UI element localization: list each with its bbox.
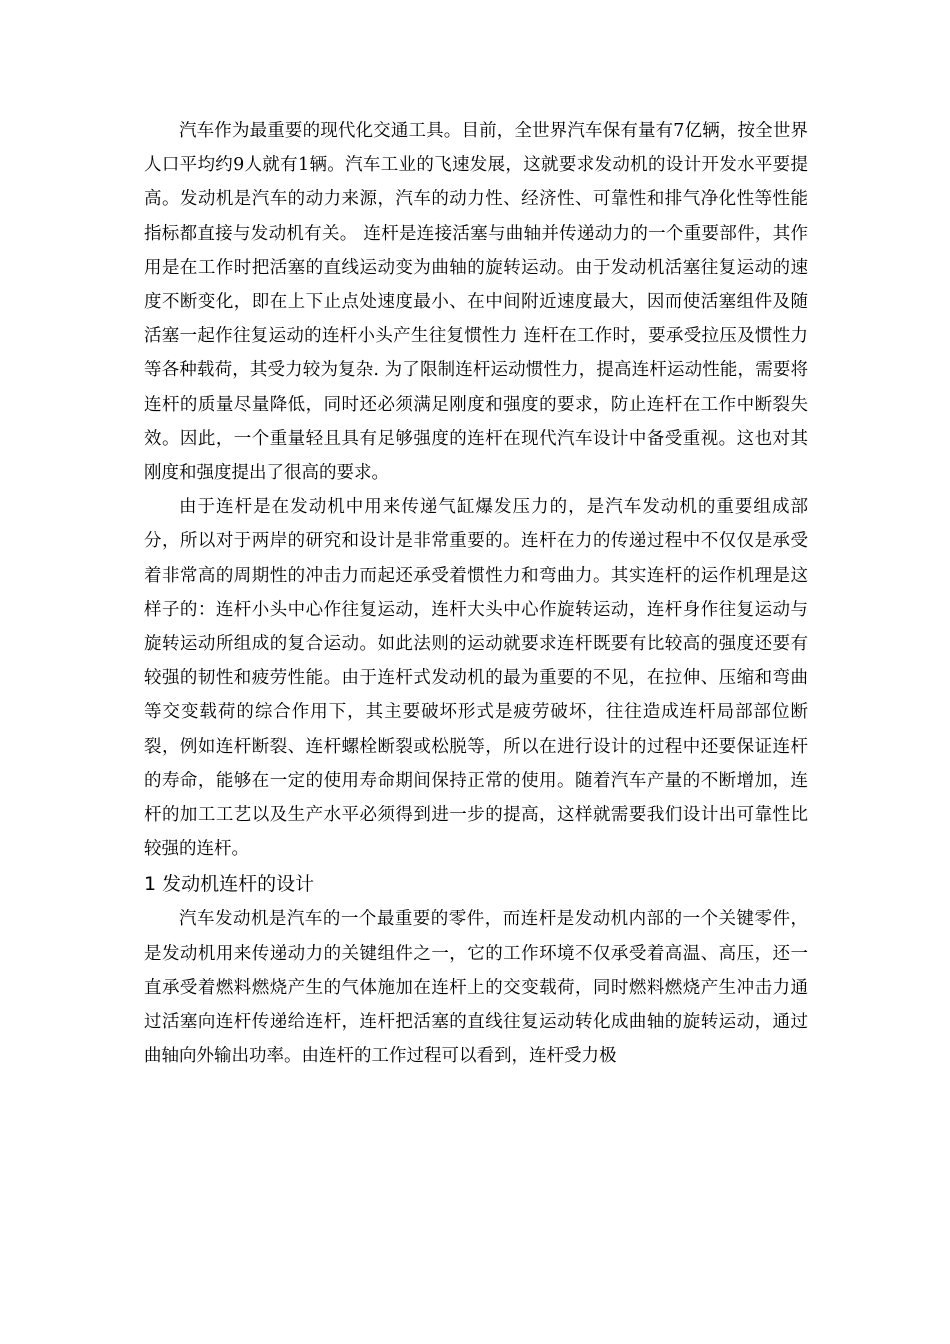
document-body — [144, 114, 808, 1073]
paragraph-connecting-rod-function: 由于连杆是在发动机中用来传递气缸爆发压力的，是汽车发动机的重要组成部分，所以对于两岸的研究和设计是非常重要的。连杆在力的传递过程中不仅仅是承受着非常高的周期性的冲击力而起还承受着惯性力和弯曲力。其实连杆的运作机理是这样子的：连杆小头中心作往复运动，连杆大头中心作旋转运动，连杆身作往复运动与旋转运动所组成的复合运动。如此法则的运动就要求连杆既要有比较高的强度还要有较强的韧性和疲劳性能。由于连杆式发动机的最为重要的不见，在拉伸、压缩和弯曲等交变载荷的综合作用下，其主要破坏形式是疲劳破坏，往往造成连杆局部部位断裂，例如连杆断裂、连杆螺栓断裂或松脱等，所以在进行设计的过程中还要保证连杆的寿命，能够在一定的使用寿命期间保持正常的使用。随着汽车产量的不断增加，连杆的加工工艺以及生产水平必须得到进一步的提高，这样就需要我们设计出可靠性比较强的连杆。 — [144, 497, 808, 860]
paragraph-section-body: 汽车发动机是汽车的一个最重要的零件，而连杆是发动机内部的一个关键零件，是发动机用来传递动力的关键组件之一，它的工作环境不仅承受着高温、高压，还一直承受着燃料燃烧产生的气体施加在连杆上的交变载荷，同时燃料燃烧产生冲击力通过活塞向连杆传递给连杆，连杆把活塞的直线往复运动转化成曲轴的旋转运动，通过曲轴向外输出功率。由连杆的工作过程可以看到，连杆受力极 — [144, 909, 808, 1067]
paragraph-intro: 汽车作为最重要的现代化交通工具。目前，全世界汽车保有量有7亿辆，按全世界人口平均约9人就有1辆。汽车工业的飞速发展，这就要求发动机的设计开发水平要提高。发动机是汽车的动力来源，汽车的动力性、经济性、可靠性和排气净化性等性能指标都直接与发动机有关。 连杆是连接活塞与曲轴并传递动力的一个重要部件，其作用是在工作时把活塞的直线运动变为曲轴的旋转运动。由于发动机活塞往复运动的速度不断变化，即在上下止点处速度最小、在中间附近速度最大，因而使活塞组件及随活塞一起作往复运动的连杆小头产生往复惯性力 连杆在工作时，要承受拉压及惯性力等各种载荷，其受力较为复杂. 为了限制连杆运动惯性力，提高连杆运动性能，需要将连杆的质量尽量降低，同时还必须满足刚度和强度的要求，防止连杆在工作中断裂失效。因此，一个重量轻且具有足够强度的连杆在现代汽车设计中备受重视。这也对其刚度和强度提出了很高的要求。 — [144, 121, 808, 484]
section-heading: 1 发动机连杆的设计 — [144, 873, 315, 896]
